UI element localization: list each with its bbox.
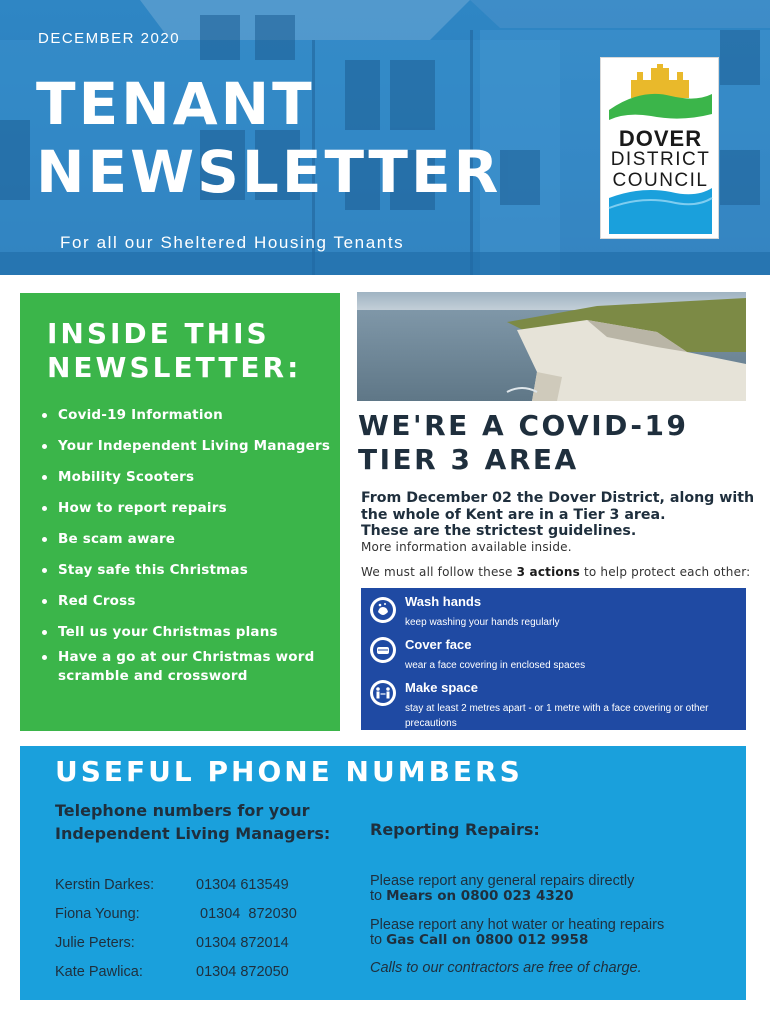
general-repairs-line-2 <box>370 889 730 904</box>
general-repairs-pre: to <box>370 888 387 904</box>
heating-repairs-pre: to <box>370 932 387 948</box>
gas-call-phone: Gas Call on 0800 012 9958 <box>386 932 589 948</box>
newsletter-title <box>36 70 501 206</box>
list-item: Have a go at our Christmas word scramble and crossword <box>42 648 332 686</box>
covid-lead-line-2: the whole of Kent are in a Tier 3 area. <box>361 506 666 523</box>
covid-heading-line-1: WE'RE A COVID-19 <box>358 409 689 442</box>
heating-repairs-line-2 <box>370 933 730 948</box>
contact-number: 01304 872050 <box>196 964 289 980</box>
inside-this-newsletter-panel <box>20 293 340 731</box>
inside-heading-line-1: INSIDE THIS <box>47 317 270 350</box>
actions-intro-pre: We must all follow these <box>361 565 517 579</box>
covid-actions-box <box>361 588 746 730</box>
mears-phone: Mears on 0800 023 4320 <box>386 888 574 904</box>
ilm-heading-line-2: Independent Living Managers: <box>55 824 331 843</box>
action-description: wear a face covering in enclosed spaces <box>405 660 586 671</box>
contact-name: Kerstin Darkes: <box>55 877 155 893</box>
white-cliffs-photo <box>357 292 746 401</box>
contact-name: Julie Peters: <box>55 935 135 951</box>
list-item: Be scam aware <box>42 530 332 549</box>
logo-line-2: DISTRICT <box>610 149 711 170</box>
logo-line-3: COUNCIL <box>612 170 709 191</box>
list-item: Tell us your Christmas plans <box>42 623 332 642</box>
inside-heading-line-2: NEWSLETTER: <box>47 351 302 384</box>
contact-name: Kate Pawlica: <box>55 964 143 980</box>
contact-name: Fiona Young: <box>55 906 140 922</box>
general-repairs-paragraph <box>370 874 730 904</box>
covid-lead-line-1: From December 02 the Dover District, along with <box>361 490 755 506</box>
logo-wordmark <box>601 128 720 191</box>
issue-date: DECEMBER 2020 <box>38 30 181 47</box>
newsletter-subtitle: For all our Sheltered Housing Tenants <box>60 233 405 252</box>
contact-number: 01304 872030 <box>196 906 297 922</box>
more-info-note: More information available inside. <box>361 540 572 554</box>
general-repairs-line-1: Please report any general repairs directly <box>370 873 635 889</box>
logo-line-1: DOVER <box>618 126 703 151</box>
title-line-2: NEWSLETTER <box>36 138 502 206</box>
face-mask-icon <box>370 637 396 663</box>
list-item: Covid-19 Information <box>42 406 332 425</box>
heating-repairs-paragraph <box>370 918 730 948</box>
covid-heading-line-2: TIER 3 AREA <box>358 443 579 476</box>
inside-heading <box>47 317 337 385</box>
list-item: Red Cross <box>42 592 332 611</box>
distance-icon <box>370 680 396 706</box>
action-title: Cover face <box>405 637 472 652</box>
list-item: Your Independent Living Managers <box>42 437 332 456</box>
dover-district-council-logo <box>600 57 719 239</box>
actions-intro-bold: 3 actions <box>516 565 580 579</box>
phones-heading: USEFUL PHONE NUMBERS <box>55 755 523 788</box>
actions-intro-post: to help protect each other: <box>579 565 751 579</box>
header-banner <box>0 0 770 275</box>
heating-repairs-line-1: Please report any hot water or heating repairs <box>370 917 665 933</box>
contact-number: 01304 613549 <box>196 877 289 893</box>
free-calls-note: Calls to our contractors are free of charge. <box>370 960 642 976</box>
list-item: Stay safe this Christmas <box>42 561 332 580</box>
ilm-heading-line-1: Telephone numbers for your <box>55 801 310 820</box>
repairs-heading: Reporting Repairs: <box>370 820 540 839</box>
three-actions-intro <box>361 565 750 579</box>
cliffs-illustration <box>357 292 746 401</box>
covid-heading <box>358 409 758 477</box>
list-item: Mobility Scooters <box>42 468 332 487</box>
covid-lead-paragraph <box>361 490 756 540</box>
covid-lead-line-3: These are the strictest guidelines. <box>361 523 637 539</box>
ilm-heading <box>55 799 355 845</box>
title-line-1: TENANT <box>36 70 315 138</box>
contents-list <box>42 406 332 698</box>
action-description: keep washing your hands regularly <box>405 617 560 628</box>
action-title: Make space <box>405 680 478 695</box>
hand-wash-icon <box>370 597 396 623</box>
list-item: How to report repairs <box>42 499 332 518</box>
useful-phone-numbers-panel <box>20 746 746 1000</box>
action-title: Wash hands <box>405 594 482 609</box>
action-description: stay at least 2 metres apart - or 1 metre with a face covering or other precautions <box>405 703 709 729</box>
contact-number: 01304 872014 <box>196 935 289 951</box>
